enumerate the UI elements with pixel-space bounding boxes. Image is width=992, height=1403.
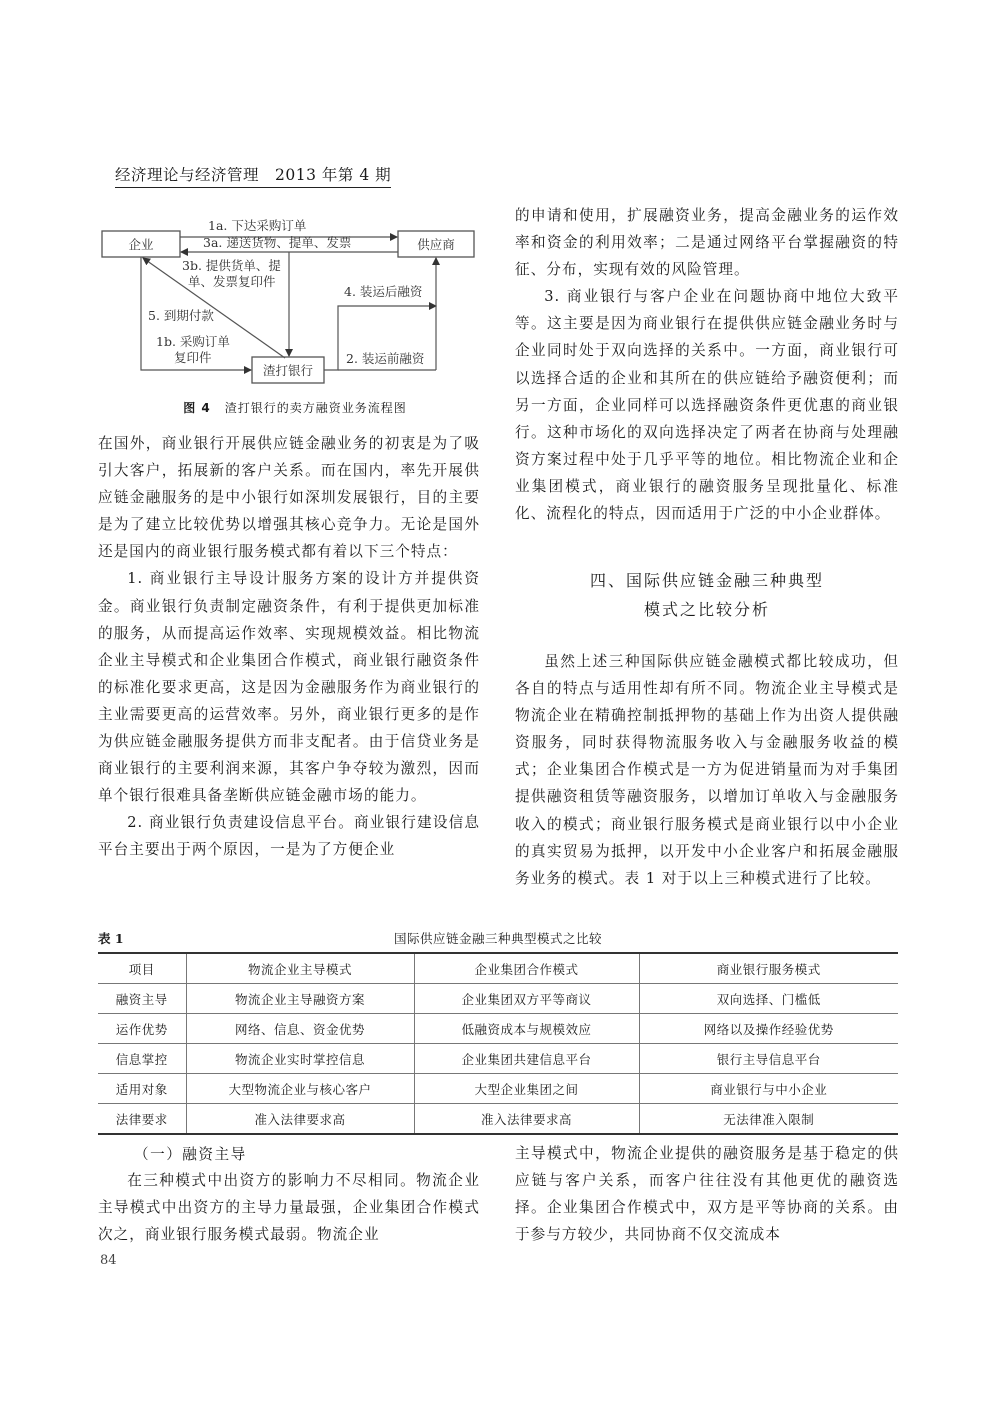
running-header <box>115 163 391 188</box>
table-row <box>98 1104 898 1135</box>
flow-diagram <box>100 212 492 388</box>
paragraph: 在国外，商业银行开展供应链金融业务的初衷是为了吸引大客户，拓展新的客户关系。而在国内，率先开展供应链金融服务的是中小银行如深圳发展银行，目的主要是为了建立比较优势以增强其核心竞争力。无论是国外还是国内的商业银行服务模式都有着以下三个特点： <box>98 435 480 561</box>
edge-1a-label: 1a. 下达采购订单 <box>208 218 307 233</box>
table-cell: 企业集团共建信息平台 <box>414 1044 639 1074</box>
table-cell: 双向选择、门槛低 <box>639 984 898 1014</box>
table-row <box>98 1044 898 1074</box>
subsection-right-text <box>515 1140 899 1248</box>
table-cell: 商业银行与中小企业 <box>639 1074 898 1104</box>
table-cell: 法律要求 <box>115 1111 168 1127</box>
edge-3b-label-1: 3b. 提供货单、提 <box>182 258 281 273</box>
node-enterprise <box>102 231 180 257</box>
table-cell: 融资主导 <box>98 984 186 1014</box>
section-heading-line-2: 模式之比较分析 <box>643 600 770 619</box>
table-cell: 低融资成本与规模效应 <box>414 1014 639 1044</box>
page-number: 84 <box>100 1253 117 1268</box>
table-cell: 物流企业实时掌控信息 <box>186 1044 414 1074</box>
node-bank-label: 渣打银行 <box>262 363 314 378</box>
table-header-row <box>98 953 898 984</box>
paragraph: 虽然上述三种国际供应链金融模式都比较成功，但各自的特点与适用性却有所不同。物流企业主导模式是物流企业在精确控制抵押物的基础上作为出资人提供融资服务，同时获得物流服务收入与金融服务收益的模式；企业集团合作模式是一方为促进销量而为对手集团提供融资租赁等融资服务，以增加订单收入与金融服务收入的模式；商业银行服务模式是商业银行以中小企业的真实贸易为抵押，以开发中小企业客户和拓展金融服务业务的模式。表 1 对于以上三种模式进行了比较。 <box>515 653 899 887</box>
figure-number: 图 4 <box>183 401 211 415</box>
paragraph: 1. 商业银行主导设计服务方案的设计方并提供资金。商业银行负责制定融资条件，有利于提供更加标准的服务，从而提高运作效率、实现规模效益。相比物流企业主导模式和企业集团合作模式，商业银行融资条件的标准化要求更高，这是因为金融服务作为商业银行的主业需要更高的运营效率。另外，商业银行更多的是作为供应链金融服务提供方而非支配者。由于信贷业务是商业银行的主要利润来源，其客户争夺较为激烈，因而单个银行很难具备垄断供应链金融市场的能力。 <box>98 570 480 805</box>
table-cell: 适用对象 <box>98 1074 186 1104</box>
table-cell: 网络、信息、资金优势 <box>186 1014 414 1044</box>
paragraph: 主导模式中，物流企业提供的融资服务是基于稳定的供应链与客户关系，而客户往往没有其他更优的融资选择。企业集团合作模式中，双方是平等协商的关系。由于参与方较少，共同协商不仅交流成本 <box>515 1145 899 1244</box>
left-column <box>98 430 480 864</box>
section-heading-line-1: 四、国际供应链金融三种典型 <box>589 571 824 590</box>
paragraph: 3. 商业银行与客户企业在问题协商中地位大致平等。这主要是因为商业银行在提供供应链金融业务时与企业同时处于双向选择的关系中。一方面，商业银行可以选择合适的企业和其所在的供应链给予融资便利；而另一方面，企业同样可以选择融资条件更优惠的商业银行。这种市场化的双向选择决定了两者在协商与处理融资方案过程中处于几乎平等的地位。相比物流企业和企业集团模式，商业银行的融资服务呈现批量化、标准化、流程化的特点，因而适用于广泛的中小企业群体。 <box>515 288 899 523</box>
figure-caption <box>100 399 490 416</box>
node-supplier-label: 供应商 <box>417 237 455 252</box>
table-header-cell: 企业集团合作模式 <box>414 953 639 984</box>
section-heading <box>515 566 899 624</box>
paragraph: 2. 商业银行负责建设信息平台。商业银行建设信息平台主要出于两个原因，一是为了方便企业 <box>98 814 480 859</box>
right-column <box>515 202 899 527</box>
table-header-cell: 物流企业主导模式 <box>186 953 414 984</box>
table-cell: 准入法律要求高 <box>414 1104 639 1135</box>
node-enterprise-label: 企业 <box>128 237 154 252</box>
node-supplier <box>398 231 474 257</box>
node-bank <box>252 357 324 383</box>
edge-1b-label-2: 复印件 <box>174 350 212 365</box>
subsection-heading: （一）融资主导 <box>134 1146 247 1163</box>
edge-4-label: 4. 装运后融资 <box>344 284 423 299</box>
table-row <box>98 1014 898 1044</box>
edge-2-label: 2. 装运前融资 <box>346 351 425 366</box>
journal-name: 经济理论与经济管理 <box>115 166 260 184</box>
edge-3a-label: 3a. 递送货物、提单、发票 <box>203 235 352 250</box>
table-cell: 银行主导信息平台 <box>639 1044 898 1074</box>
table-cell: 信息掌控 <box>98 1044 186 1074</box>
section-body <box>515 648 899 892</box>
table-header-cell: 项目 <box>98 953 186 984</box>
table-label: 表 1 <box>98 931 124 946</box>
subsection-left-text <box>98 1167 480 1248</box>
table-cell: 物流企业主导融资方案 <box>186 984 414 1014</box>
table-row <box>98 984 898 1014</box>
table-header-cell: 商业银行服务模式 <box>639 953 898 984</box>
table-cell: 无法律准入限制 <box>639 1104 898 1135</box>
comparison-table <box>98 952 898 1135</box>
journal-issue: 2013 年第 4 期 <box>275 166 392 184</box>
table-cell: 大型物流企业与核心客户 <box>186 1074 414 1104</box>
table-title: 国际供应链金融三种典型模式之比较 <box>393 931 602 946</box>
table-cell: 运作优势 <box>98 1014 186 1044</box>
edge-5-label: 5. 到期付款 <box>148 308 214 323</box>
table-cell: 网络以及操作经验优势 <box>639 1014 898 1044</box>
edge-3b-label-2: 单、发票复印件 <box>188 274 276 289</box>
paragraph: 的申请和使用，扩展融资业务，提高金融业务的运作效率和资金的利用效率；二是通过网络平台掌握融资的特征、分布，实现有效的风险管理。 <box>515 207 899 279</box>
figure-caption-text: 渣打银行的卖方融资业务流程图 <box>224 401 407 415</box>
edge-1b-label-1: 1b. 采购订单 <box>156 334 230 349</box>
table-row <box>98 1074 898 1104</box>
paragraph: 在三种模式中出资方的影响力不尽相同。物流企业主导模式中出资方的主导力量最强，企业集团合作模式次之，商业银行服务模式最弱。物流企业 <box>98 1172 480 1244</box>
table-cell: 企业集团双方平等商议 <box>414 984 639 1014</box>
table-cell: 大型企业集团之间 <box>414 1074 639 1104</box>
table-cell: 准入法律要求高 <box>186 1104 414 1135</box>
